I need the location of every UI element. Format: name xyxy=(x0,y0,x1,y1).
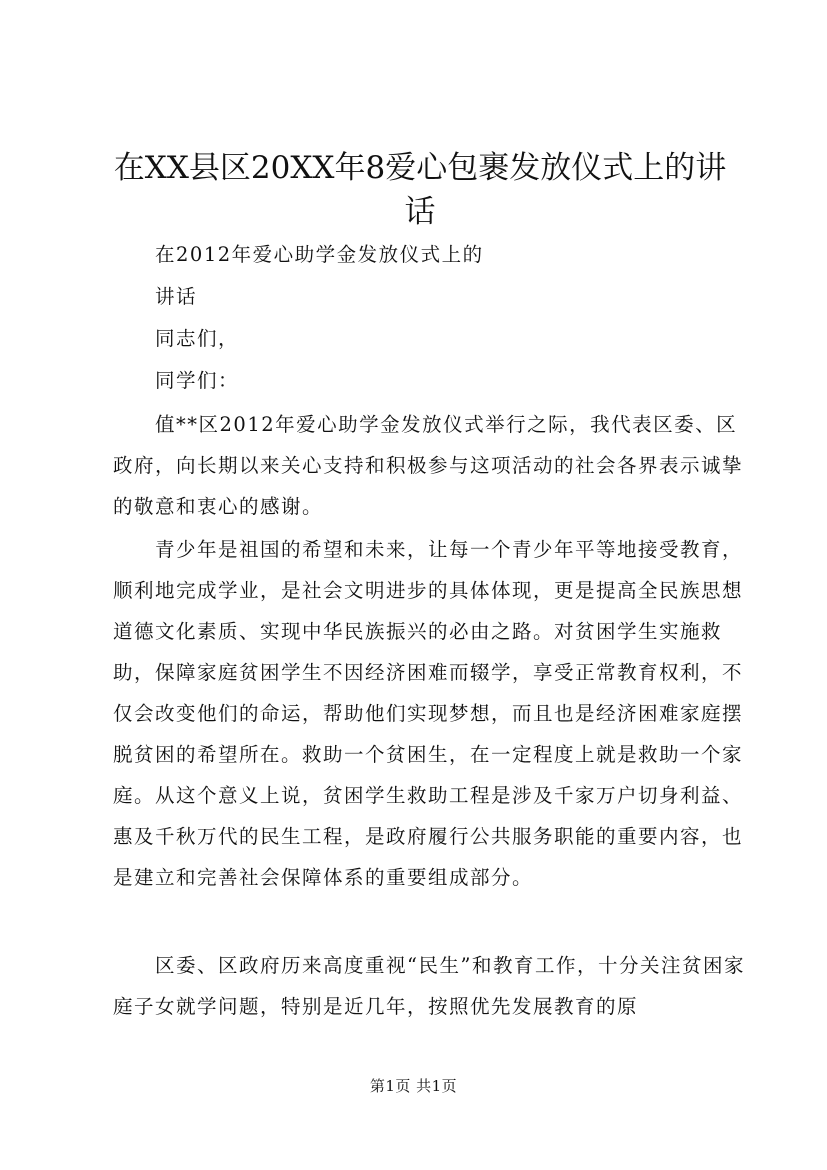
page-footer: 第1页 共1页 xyxy=(369,1077,458,1095)
greeting-students: 同学们： xyxy=(155,369,240,392)
paragraph-1: 值**区2012年爱心助学金发放仪式举行之际，我代表区委、区政府，向长期以来关心支持和积极参与这项活动的社会各界表示诚挚的敬意和衷心的感谢。 xyxy=(113,413,744,518)
subtitle-line-2: 讲话 xyxy=(155,285,198,308)
greeting-comrades: 同志们， xyxy=(155,327,240,350)
paragraph-3: 区委、区政府历来高度重视“民生”和教育工作，十分关注贫困家庭子女就学问题，特别是近几年，按照优先发展教育的原 xyxy=(113,954,745,1018)
paragraph-2: 青少年是祖国的希望和未来，让每一个青少年平等地接受教育，顺利地完成学业，是社会文明进步的具体体现，更是提高全民族思想道德文化素质、实现中华民族振兴的必由之路。对贫困学生实施救助，保障家庭贫困学生不因经济困难而辍学，享受正常教育权利，不仅会改变他们的命运，帮助他们实现梦想，而且也是经济困难家庭摆脱贫困的希望所在。救助一个贫困生，在一定程度上就是救助一个家庭。从这个意义上说，贫困学生救助工程是涉及千家万户切身利益、惠及千秋万代的民生工程，是政府履行公共服务职能的重要内容，也是建立和完善社会保障体系的重要组成部分。 xyxy=(113,538,744,889)
page-title: 在XX县区20XX年8爱心包裹发放仪式上的讲话 xyxy=(113,150,727,230)
subtitle-line-1: 在2012年爱心助学金发放仪式上的 xyxy=(155,243,484,266)
